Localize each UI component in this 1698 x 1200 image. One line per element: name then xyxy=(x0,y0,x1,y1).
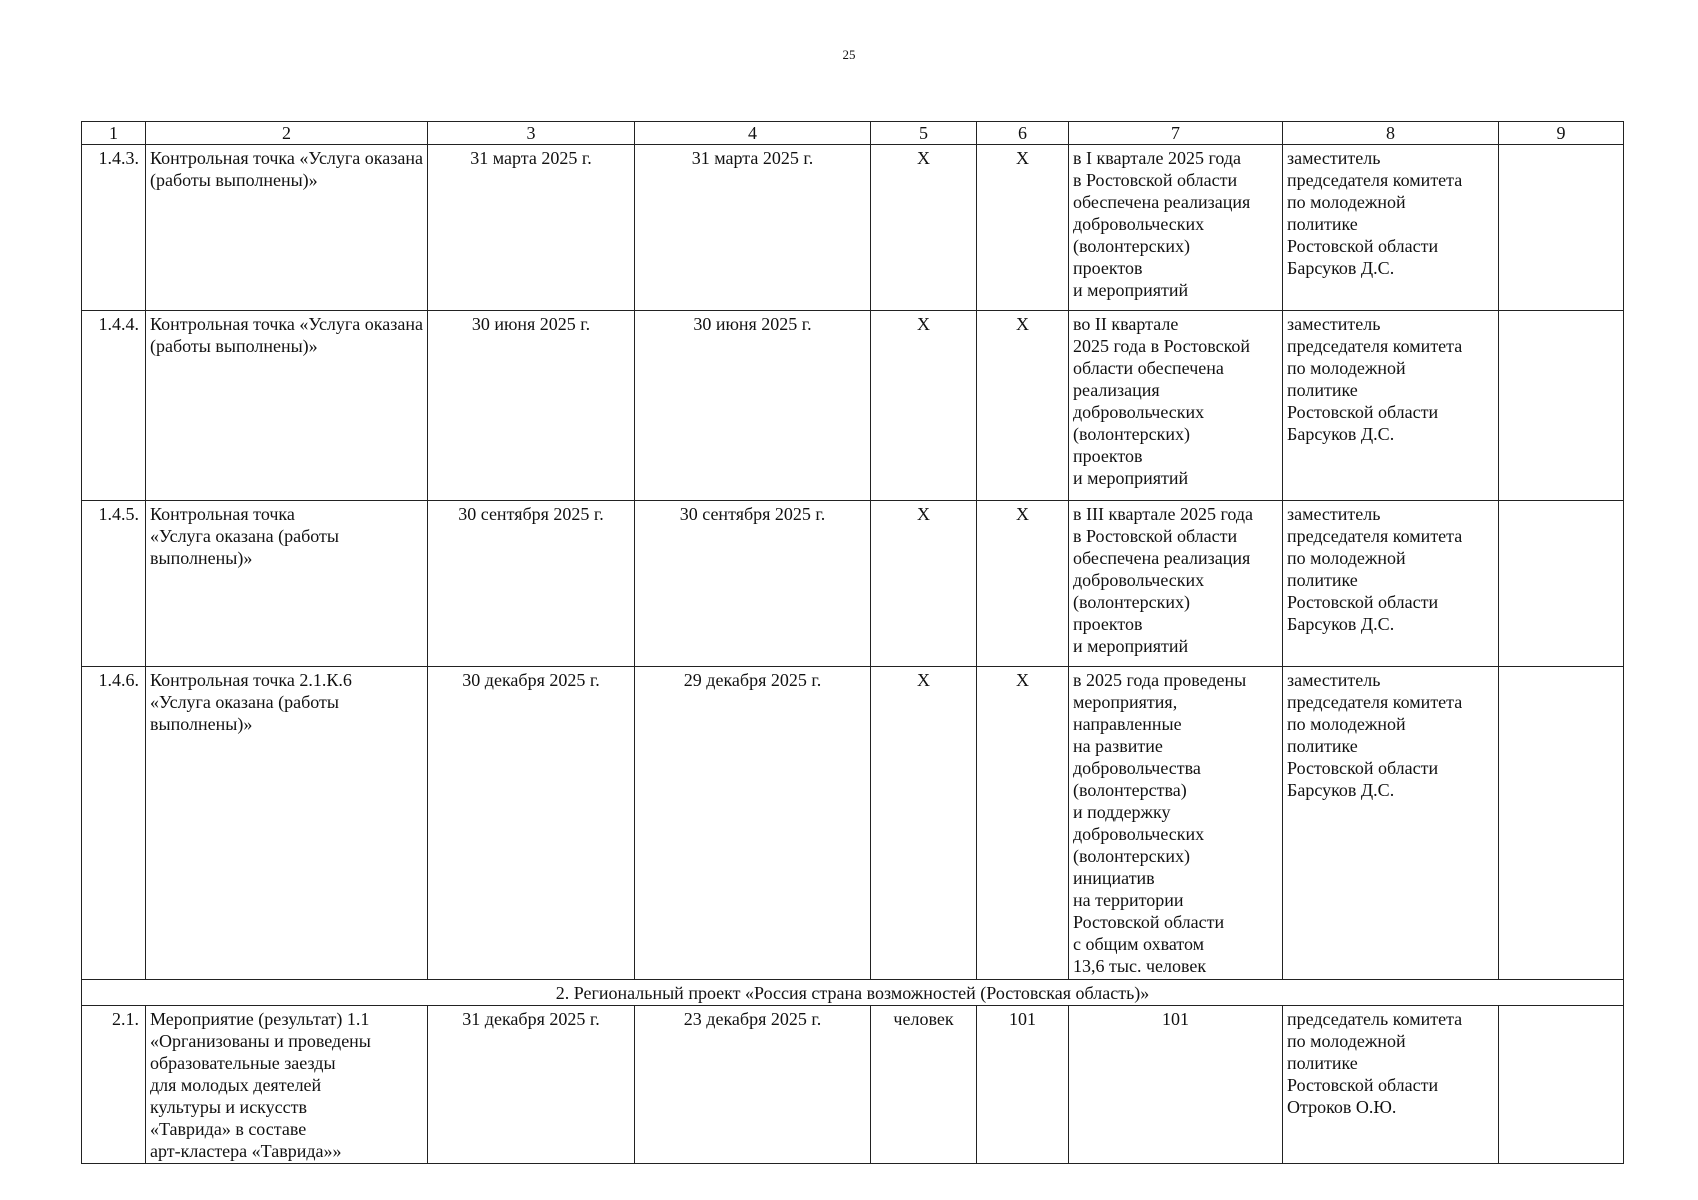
row-fact-date: 23 декабря 2025 г. xyxy=(635,1006,871,1164)
row-unit: Х xyxy=(871,501,977,667)
header-row xyxy=(82,122,1624,145)
header-cell: 2 xyxy=(146,122,428,145)
table-row xyxy=(82,501,1624,667)
row-value: Х xyxy=(977,145,1069,311)
row-plan-date: 31 декабря 2025 г. xyxy=(428,1006,635,1164)
header-cell: 3 xyxy=(428,122,635,145)
row-unit: человек xyxy=(871,1006,977,1164)
row-plan-date: 30 декабря 2025 г. xyxy=(428,667,635,980)
row-name: Контрольная точка «Услуга оказана (работы выполнены)» xyxy=(146,501,428,667)
row-value: Х xyxy=(977,311,1069,501)
table-row xyxy=(82,311,1624,501)
row-fact-date: 30 июня 2025 г. xyxy=(635,311,871,501)
row-fact-date: 31 марта 2025 г. xyxy=(635,145,871,311)
row-result: во II квартале 2025 года в Ростовской области обеспечена реализация добровольческих (волонтерских) проектов и мероприятий xyxy=(1069,311,1283,501)
header-cell: 7 xyxy=(1069,122,1283,145)
row-name: Контрольная точка 2.1.К.6 «Услуга оказана (работы выполнены)» xyxy=(146,667,428,980)
row-note xyxy=(1499,311,1624,501)
table-row xyxy=(82,667,1624,980)
row-plan-date: 30 сентября 2025 г. xyxy=(428,501,635,667)
row-name: Мероприятие (результат) 1.1 «Организованы и проведены образовательные заезды для молодых деятелей культуры и искусств «Таврида» в составе арт-кластера «Таврида»» xyxy=(146,1006,428,1164)
row-value: Х xyxy=(977,667,1069,980)
row-number: 1.4.3. xyxy=(82,145,146,311)
row-note xyxy=(1499,1006,1624,1164)
row-number: 1.4.4. xyxy=(82,311,146,501)
row-unit: Х xyxy=(871,667,977,980)
row-plan-date: 30 июня 2025 г. xyxy=(428,311,635,501)
row-note xyxy=(1499,145,1624,311)
header-cell: 9 xyxy=(1499,122,1624,145)
row-result: в III квартале 2025 года в Ростовской области обеспечена реализация добровольческих (волонтерских) проектов и мероприятий xyxy=(1069,501,1283,667)
header-cell: 4 xyxy=(635,122,871,145)
row-number: 1.4.5. xyxy=(82,501,146,667)
header-cell: 5 xyxy=(871,122,977,145)
row-number: 2.1. xyxy=(82,1006,146,1164)
row-number: 1.4.6. xyxy=(82,667,146,980)
row-note xyxy=(1499,667,1624,980)
row-unit: Х xyxy=(871,311,977,501)
section-title: 2. Региональный проект «Россия страна возможностей (Ростовская область)» xyxy=(82,980,1624,1006)
row-name: Контрольная точка «Услуга оказана (работы выполнены)» xyxy=(146,145,428,311)
row-value: Х xyxy=(977,501,1069,667)
table-row xyxy=(82,1006,1624,1164)
report-table xyxy=(81,121,1624,1164)
row-plan-date: 31 марта 2025 г. xyxy=(428,145,635,311)
page-number: 25 xyxy=(842,47,856,62)
row-responsible: заместитель председателя комитета по молодежной политике Ростовской области Барсуков Д.С. xyxy=(1283,501,1499,667)
row-result: в 2025 года проведены мероприятия, направленные на развитие добровольчества (волонтерства) и поддержку добровольческих (волонтерских) инициатив на территории Ростовской области с общим охватом 13,6 тыс. человек xyxy=(1069,667,1283,980)
row-result: в I квартале 2025 года в Ростовской области обеспечена реализация добровольческих (волонтерских) проектов и мероприятий xyxy=(1069,145,1283,311)
row-note xyxy=(1499,501,1624,667)
table-row xyxy=(82,145,1624,311)
row-value: 101 xyxy=(977,1006,1069,1164)
row-name: Контрольная точка «Услуга оказана (работы выполнены)» xyxy=(146,311,428,501)
header-cell: 1 xyxy=(82,122,146,145)
row-responsible: заместитель председателя комитета по молодежной политике Ростовской области Барсуков Д.С. xyxy=(1283,667,1499,980)
row-fact-date: 30 сентября 2025 г. xyxy=(635,501,871,667)
header-cell: 6 xyxy=(977,122,1069,145)
row-unit: Х xyxy=(871,145,977,311)
row-responsible: заместитель председателя комитета по молодежной политике Ростовской области Барсуков Д.С. xyxy=(1283,145,1499,311)
row-fact-date: 29 декабря 2025 г. xyxy=(635,667,871,980)
header-cell: 8 xyxy=(1283,122,1499,145)
section-row xyxy=(82,980,1624,1006)
row-responsible: заместитель председателя комитета по молодежной политике Ростовской области Барсуков Д.С. xyxy=(1283,311,1499,501)
row-responsible: председатель комитета по молодежной политике Ростовской области Отроков О.Ю. xyxy=(1283,1006,1499,1164)
row-result: 101 xyxy=(1069,1006,1283,1164)
